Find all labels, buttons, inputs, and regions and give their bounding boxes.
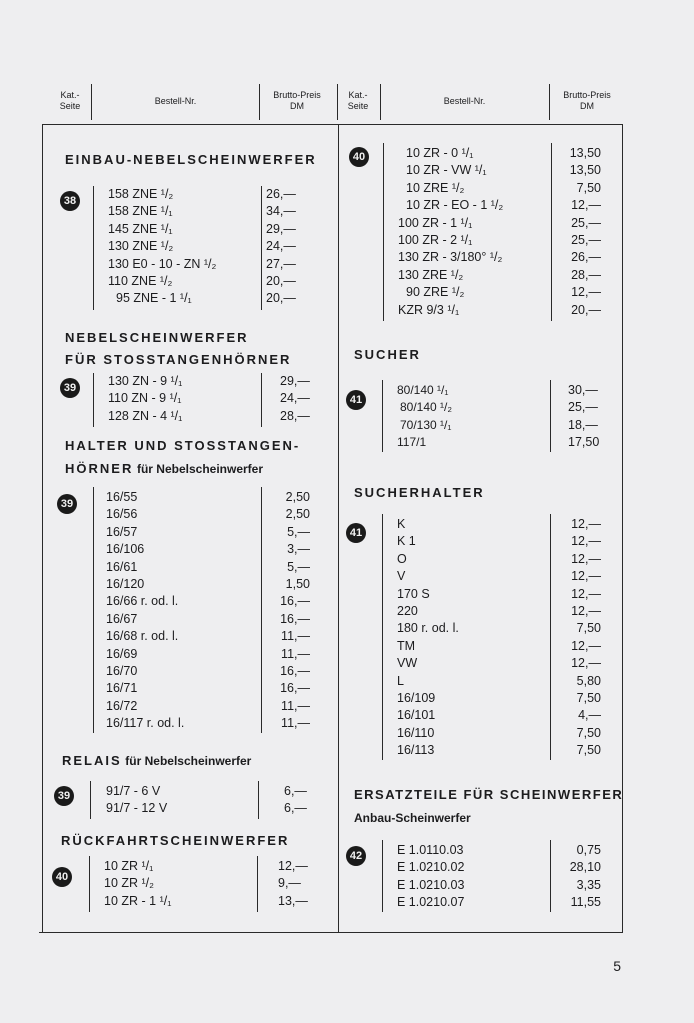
list-item: 16/109 <box>397 691 436 706</box>
list-item: 130 ZNE ¹/₂ <box>108 239 174 254</box>
price: 7,50 <box>576 621 601 636</box>
price: 12,— <box>571 198 601 213</box>
price: 12,— <box>571 604 601 619</box>
item-list <box>397 516 459 760</box>
price: 16,— <box>280 611 310 626</box>
price: 25,— <box>568 400 598 415</box>
header-preis-left: Brutto-Preis DM <box>273 90 321 111</box>
price: 17,50 <box>568 435 600 450</box>
section-title-rueckfahrt: RÜCKFAHRTSCHEINWERFER <box>61 833 290 848</box>
list-item: 10 ZR - EO - 1 ¹/₂ <box>406 198 504 213</box>
item-divider <box>89 856 90 912</box>
list-item: KZR 9/3 ¹/₁ <box>398 302 460 317</box>
price: 28,— <box>571 267 601 282</box>
item-divider <box>383 143 384 321</box>
list-item: 180 r. od. l. <box>397 621 459 636</box>
list-item: 16/61 <box>106 559 138 574</box>
header-kat-right: Kat.- Seite <box>347 90 369 111</box>
list-item: 16/55 <box>106 490 138 504</box>
price: 24,— <box>280 391 310 406</box>
price: 7,50 <box>576 180 601 195</box>
list-item: 110 ZNE ¹/₂ <box>108 274 173 289</box>
price: 12,— <box>571 534 601 549</box>
list-item: E 1.0210.07 <box>397 895 465 910</box>
price: 2,50 <box>285 490 310 504</box>
price: 11,— <box>281 629 310 644</box>
catalog-page-badge: 39 <box>57 494 77 514</box>
price-list <box>551 842 601 912</box>
price: 7,50 <box>576 725 601 740</box>
price: 13,50 <box>569 163 601 178</box>
table-top-border <box>42 124 623 125</box>
list-item: 91/7 - 12 V <box>106 801 168 816</box>
price: 6,— <box>284 784 307 798</box>
item-list <box>104 858 171 910</box>
price: 11,— <box>281 698 310 713</box>
price: 16,— <box>280 681 310 696</box>
price: 12,— <box>571 569 601 584</box>
catalog-page-badge: 39 <box>60 378 80 398</box>
list-item: 16/72 <box>106 698 138 713</box>
section-title-relais: RELAIS für Nebelscheinwerfer <box>62 753 252 768</box>
price-list <box>266 186 310 308</box>
list-item: L <box>397 673 404 688</box>
price-list <box>284 783 307 818</box>
price: 1,50 <box>285 577 310 592</box>
catalog-page-badge: 41 <box>346 523 366 543</box>
table-center-border <box>338 124 339 932</box>
price: 29,— <box>280 374 310 388</box>
catalog-page-badge: 39 <box>54 786 74 806</box>
list-item: E 1.0210.02 <box>397 860 465 875</box>
page-number: 5 <box>613 958 621 974</box>
list-item: 10 ZR - VW ¹/₁ <box>406 163 487 178</box>
price-list <box>568 382 599 452</box>
item-divider <box>93 373 94 427</box>
item-list <box>106 783 167 818</box>
list-item: 100 ZR - 1 ¹/₁ <box>398 215 473 230</box>
list-item: 70/130 ¹/₁ <box>400 417 452 432</box>
section-title-einbau: EINBAU-NEBELSCHEINWERFER <box>65 152 317 167</box>
list-item: 80/140 ¹/₁ <box>397 383 449 397</box>
price: 27,— <box>266 256 296 271</box>
price: 28,— <box>280 408 310 423</box>
price: 25,— <box>571 215 601 230</box>
table-right-border <box>622 124 623 932</box>
header-bestell-right: Bestell-Nr. <box>443 96 486 106</box>
table-bottom-border <box>39 932 623 933</box>
price: 4,— <box>578 708 601 723</box>
price: 11,55 <box>570 895 601 910</box>
catalog-page-badge: 41 <box>346 390 366 410</box>
price: 12,— <box>571 586 601 601</box>
list-item: V <box>397 569 406 584</box>
price-divider <box>550 380 551 452</box>
price: 16,— <box>280 594 310 609</box>
price: 0,75 <box>576 843 601 857</box>
list-item: 10 ZR ¹/₂ <box>104 876 154 891</box>
item-divider <box>93 487 94 733</box>
list-item: O <box>397 551 407 566</box>
section-title-sucher: SUCHER <box>354 347 421 362</box>
list-item: 16/71 <box>106 681 138 696</box>
price: 13,50 <box>569 146 601 160</box>
section-title-nebel-2: FÜR STOSSTANGENHÖRNER <box>65 352 292 367</box>
price: 13,— <box>278 893 308 908</box>
price: 11,— <box>281 646 310 661</box>
price: 34,— <box>266 204 296 219</box>
list-item: 95 ZNE - 1 ¹/₁ <box>116 291 192 306</box>
price: 24,— <box>266 239 296 254</box>
item-divider <box>382 514 383 760</box>
list-item: 90 ZRE ¹/₂ <box>406 285 465 300</box>
price: 25,— <box>571 233 601 248</box>
list-item: 158 ZNE ¹/₁ <box>108 204 173 219</box>
item-list <box>106 489 184 733</box>
price: 12,— <box>571 638 601 653</box>
list-item: 16/56 <box>106 507 138 522</box>
price: 12,— <box>571 517 601 531</box>
price-divider <box>258 781 259 819</box>
item-divider <box>382 840 383 912</box>
list-item: 10 ZR ¹/₁ <box>104 859 154 873</box>
list-item: 158 ZNE ¹/₂ <box>108 187 174 201</box>
item-list <box>108 186 216 308</box>
list-item: 16/69 <box>106 646 138 661</box>
price-list <box>551 516 601 760</box>
list-item: 110 ZN - 9 ¹/₁ <box>108 391 182 406</box>
price: 20,— <box>266 274 296 289</box>
list-item: TM <box>397 638 416 653</box>
section-title-halter: HALTER UND STOSSTANGEN- <box>65 438 301 453</box>
price: 16,— <box>280 664 310 679</box>
item-list <box>397 382 452 452</box>
price: 11,— <box>281 716 310 731</box>
list-item: 10 ZR - 1 ¹/₁ <box>104 893 172 908</box>
price: 12,— <box>571 656 601 671</box>
section-subtitle-anbau: Anbau-Scheinwerfer <box>354 811 471 825</box>
header-kat-left: Kat.- Seite <box>59 90 81 111</box>
list-item: 220 <box>397 604 418 619</box>
list-item: 16/68 r. od. l. <box>106 629 179 644</box>
catalog-page-badge: 42 <box>346 846 366 866</box>
price: 7,50 <box>576 691 601 706</box>
section-title-nebel: NEBELSCHEINWERFER <box>65 330 249 345</box>
price: 20,— <box>266 291 296 306</box>
price-list <box>552 145 601 319</box>
list-item: 117/1 <box>397 435 427 450</box>
list-item: 16/120 <box>106 577 145 592</box>
header-bestell-left: Bestell-Nr. <box>154 96 197 106</box>
item-list <box>108 373 182 425</box>
price: 5,80 <box>576 673 601 688</box>
table-left-border <box>42 124 43 932</box>
price: 26,— <box>266 187 296 201</box>
list-item: 170 S <box>397 586 430 601</box>
header-preis-right: Brutto-Preis DM <box>563 90 611 111</box>
price-divider <box>257 856 258 912</box>
price: 12,— <box>278 859 308 873</box>
price: 3,— <box>287 542 310 557</box>
price-divider <box>261 373 262 427</box>
section-title-halter-2: HÖRNER für Nebelscheinwerfer <box>65 461 264 476</box>
item-divider <box>90 781 91 819</box>
price: 26,— <box>571 250 601 265</box>
list-item: 16/66 r. od. l. <box>106 594 179 609</box>
list-item: 130 ZR - 3/180° ¹/₂ <box>398 250 503 265</box>
section-title-sucherhalter: SUCHERHALTER <box>354 485 485 500</box>
price: 7,50 <box>576 743 601 758</box>
list-item: 100 ZR - 2 ¹/₁ <box>398 233 473 248</box>
price: 9,— <box>278 876 301 891</box>
item-list <box>398 145 503 319</box>
item-divider <box>382 380 383 452</box>
list-item: 10 ZRE ¹/₂ <box>406 180 465 195</box>
list-item: 16/67 <box>106 611 138 626</box>
list-item: 16/117 r. od. l. <box>106 716 185 731</box>
catalog-page-badge: 38 <box>60 191 80 211</box>
list-item: 128 ZN - 4 ¹/₁ <box>108 408 183 423</box>
list-item: E 1.0210.03 <box>397 877 465 892</box>
price: 5,— <box>287 524 310 539</box>
price: 29,— <box>266 221 296 236</box>
price: 20,— <box>571 302 601 317</box>
price: 6,— <box>284 801 307 816</box>
price: 12,— <box>571 285 601 300</box>
list-item: 16/106 <box>106 542 145 557</box>
list-item: 10 ZR - 0 ¹/₁ <box>406 146 474 160</box>
price-list <box>278 858 308 910</box>
list-item: 16/57 <box>106 524 138 539</box>
section-title-ersatzteile: ERSATZTEILE FÜR SCHEINWERFER <box>354 787 624 802</box>
list-item: 130 E0 - 10 - ZN ¹/₂ <box>108 256 217 271</box>
price-list <box>280 373 310 425</box>
list-item: 145 ZNE ¹/₁ <box>108 221 173 236</box>
item-divider <box>93 186 94 310</box>
list-item: E 1.0110.03 <box>397 843 464 857</box>
list-item: 16/113 <box>397 743 435 758</box>
list-item: 91/7 - 6 V <box>106 784 161 798</box>
price-list <box>262 489 310 733</box>
list-item: 16/101 <box>397 708 436 723</box>
list-item: K 1 <box>397 534 416 549</box>
list-item: 16/110 <box>397 725 435 740</box>
list-item: 130 ZRE ¹/₂ <box>398 267 464 282</box>
list-item: 130 ZN - 9 ¹/₁ <box>108 374 183 388</box>
catalog-page-badge: 40 <box>52 867 72 887</box>
list-item: 16/70 <box>106 664 138 679</box>
list-item: K <box>397 517 406 531</box>
item-list <box>397 842 464 912</box>
price-divider <box>261 186 262 310</box>
list-item: 80/140 ¹/₂ <box>400 400 453 415</box>
price: 5,— <box>287 559 310 574</box>
catalog-page-badge: 40 <box>349 147 369 167</box>
price: 3,35 <box>576 877 601 892</box>
price: 18,— <box>568 417 598 432</box>
price: 2,50 <box>285 507 310 522</box>
price: 12,— <box>571 551 601 566</box>
list-item: VW <box>397 656 418 671</box>
price: 30,— <box>568 383 598 397</box>
price: 28,10 <box>569 860 601 875</box>
